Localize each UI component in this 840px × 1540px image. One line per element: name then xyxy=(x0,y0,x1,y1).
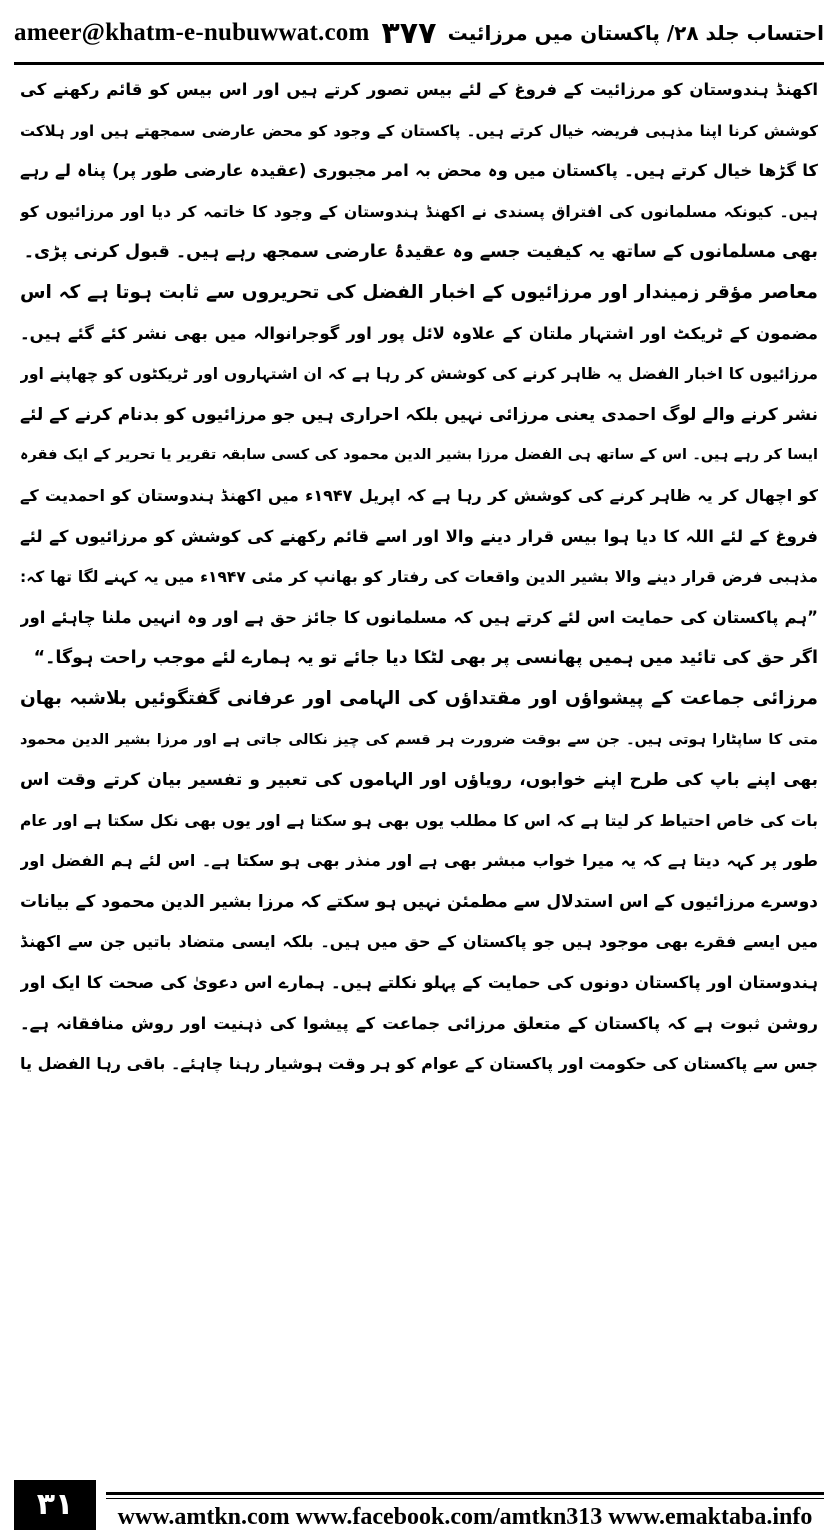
text-line: معاصر مؤقر زمیندار اور مرزائیوں کے اخبار الفضل کی تحریروں سے ثابت ہوتا ہے کہ اس xyxy=(20,281,818,303)
text-line: ایسا کر رہے ہیں۔ اس کے ساتھ ہی الفضل مرزا بشیر الدین محمود کی کسی سابقہ تقریر یا تحریر کے ایک فقرہ xyxy=(20,447,818,464)
text-line: میں ایسے فقرے بھی موجود ہیں جو پاکستان کے حق میں ہیں۔ بلکہ ایسی متضاد باتیں جن سے اکھنڈ xyxy=(20,932,818,952)
footer-links: www.amtkn.com www.facebook.com/amtkn313 www.emaktaba.info xyxy=(117,1504,813,1530)
text-line: دوسرے مرزائیوں کے اس استدلال سے مطمئن نہیں ہو سکتے کہ مرزا بشیر الدین محمود کے بیانات xyxy=(20,891,818,912)
text-line: بھی مسلمانوں کے ساتھ یہ کیفیت جسے وہ عقیدۂ عارضی سمجھ رہے ہیں۔ قبول کرنی پڑی۔ xyxy=(23,242,818,263)
text-line: متی کا ساپٹارا ہوتی ہیں۔ جن سے بوقت ضرورت ہر قسم کی چیز نکالی جاتی ہے اور مرزا بشیر الدین محمود xyxy=(20,731,818,748)
body-text xyxy=(20,70,818,1470)
text-line: بھی اپنے باپ کی طرح اپنے خوابوں، رویاؤں اور الہاموں کی تعبیر و تفسیر بیان کرتے وقت اس xyxy=(20,770,818,791)
text-line: جس سے پاکستان کی حکومت اور پاکستان کے عوام کو ہر وقت ہوشیار رہنا چاہئے۔ باقی رہا الفضل یا xyxy=(20,1054,818,1074)
text-line: مذہبی فرض قرار دینے والا بشیر الدین واقعات کی رفتار کو بھانپ کر مئی ۱۹۴۷ء میں یہ کہنے لگا تھا کہ: xyxy=(20,568,818,587)
text-line: روشن ثبوت ہے کہ پاکستان کے متعلق مرزائی جماعت کے پیشوا کی ذہنیت اور روش منافقانہ ہے۔ xyxy=(20,1013,818,1033)
header-rule xyxy=(14,62,824,65)
text-line: طور پر کہہ دیتا ہے کہ یہ میرا خواب مبشر بھی ہے اور منذر بھی ہو سکتا ہے۔ اس لئے ہم الفضل اور xyxy=(20,851,818,871)
header-email: ameer@khatm-e-nubuwwat.com xyxy=(14,19,370,46)
text-line: کا گڑھا خیال کرتے ہیں۔ پاکستان میں وہ محض بہ امر مجبوری (عقیدہ عارضی طور پر) پناہ لے رہے xyxy=(20,161,818,181)
text-line: اکھنڈ ہندوستان کو مرزائیت کے فروغ کے لئے بیس تصور کرتے ہیں اور اس بیس کو قائم رکھنے کی xyxy=(20,80,818,99)
text-line: مرزائیوں کا اخبار الفضل یہ ظاہر کرنے کی کوشش کر رہا ہے کہ ان اشتہاروں اور ٹریکٹوں کو چھاپنے اور xyxy=(20,365,818,384)
page-header xyxy=(14,8,824,58)
page-footer xyxy=(14,1478,824,1536)
quote-line: اگر حق کی تائید میں ہمیں پھانسی پر بھی لٹکا دیا جائے تو یہ ہمارے لئے موجب راحت ہوگا۔“ xyxy=(33,648,818,669)
header-left-group xyxy=(14,16,436,51)
text-line: مرزائی جماعت کے پیشواؤں اور مقتداؤں کی الہامی اور عرفانی گفتگوئیں بلاشبہ بھان xyxy=(20,687,818,709)
text-line: کوشش کرنا اپنا مذہبی فریضہ خیال کرتے ہیں۔ پاکستان کے وجود کو محض عارضی سمجھتے ہیں اور ہلاکت xyxy=(20,121,818,140)
footer-rule-thick xyxy=(106,1492,824,1495)
header-page-number: ۳۷۷ xyxy=(381,15,437,51)
text-line: فروغ کے لئے اللہ کا دیا ہوا بیس قرار دینے والا اور اسے قائم رکھنے کی کوشش کو مرزائیوں کے لئے xyxy=(20,526,818,546)
footer-page-number: ۳۱ xyxy=(14,1480,96,1530)
footer-rule-thin xyxy=(106,1498,824,1499)
quote-line: ”ہم پاکستان کی حمایت اس لئے کرتے ہیں کہ مسلمانوں کا جائز حق ہے اور وہ انہیں ملنا چاہئے اور xyxy=(20,607,818,627)
running-title: احتساب جلد ۲۸/ پاکستان میں مرزائیت xyxy=(447,21,824,45)
text-line: کو اچھال کر یہ ظاہر کرنے کی کوشش کر رہا ہے کہ اپریل ۱۹۴۷ء میں اکھنڈ ہندوستان کو احمدیت کے xyxy=(20,485,818,505)
text-line: نشر کرنے والے لوگ احمدی یعنی مرزائی نہیں بلکہ احراری ہیں جو مرزائیوں کو بدنام کرنے کے لئے xyxy=(20,404,818,425)
text-line: ہندوستان اور پاکستان دونوں کی حمایت کے پہلو نکلتے ہیں۔ ہمارے اس دعویٰ کی صحت کا ایک اور xyxy=(20,973,818,993)
text-line: مضمون کے ٹریکٹ اور اشتہار ملتان کے علاوہ لائل پور اور گوجرانوالہ میں بھی نشر کئے گئے ہیں۔ xyxy=(20,323,818,343)
text-line: بات کی خاص احتیاط کر لیتا ہے کہ اس کا مطلب یوں بھی ہو سکتا ہے اور یوں بھی نکل سکتا ہے اور عام xyxy=(20,811,818,830)
text-line: ہیں۔ کیونکہ مسلمانوں کی افتراق پسندی نے اکھنڈ ہندوستان کے وجود کا خاتمہ کر دیا اور مرزائیوں کو xyxy=(20,202,818,221)
